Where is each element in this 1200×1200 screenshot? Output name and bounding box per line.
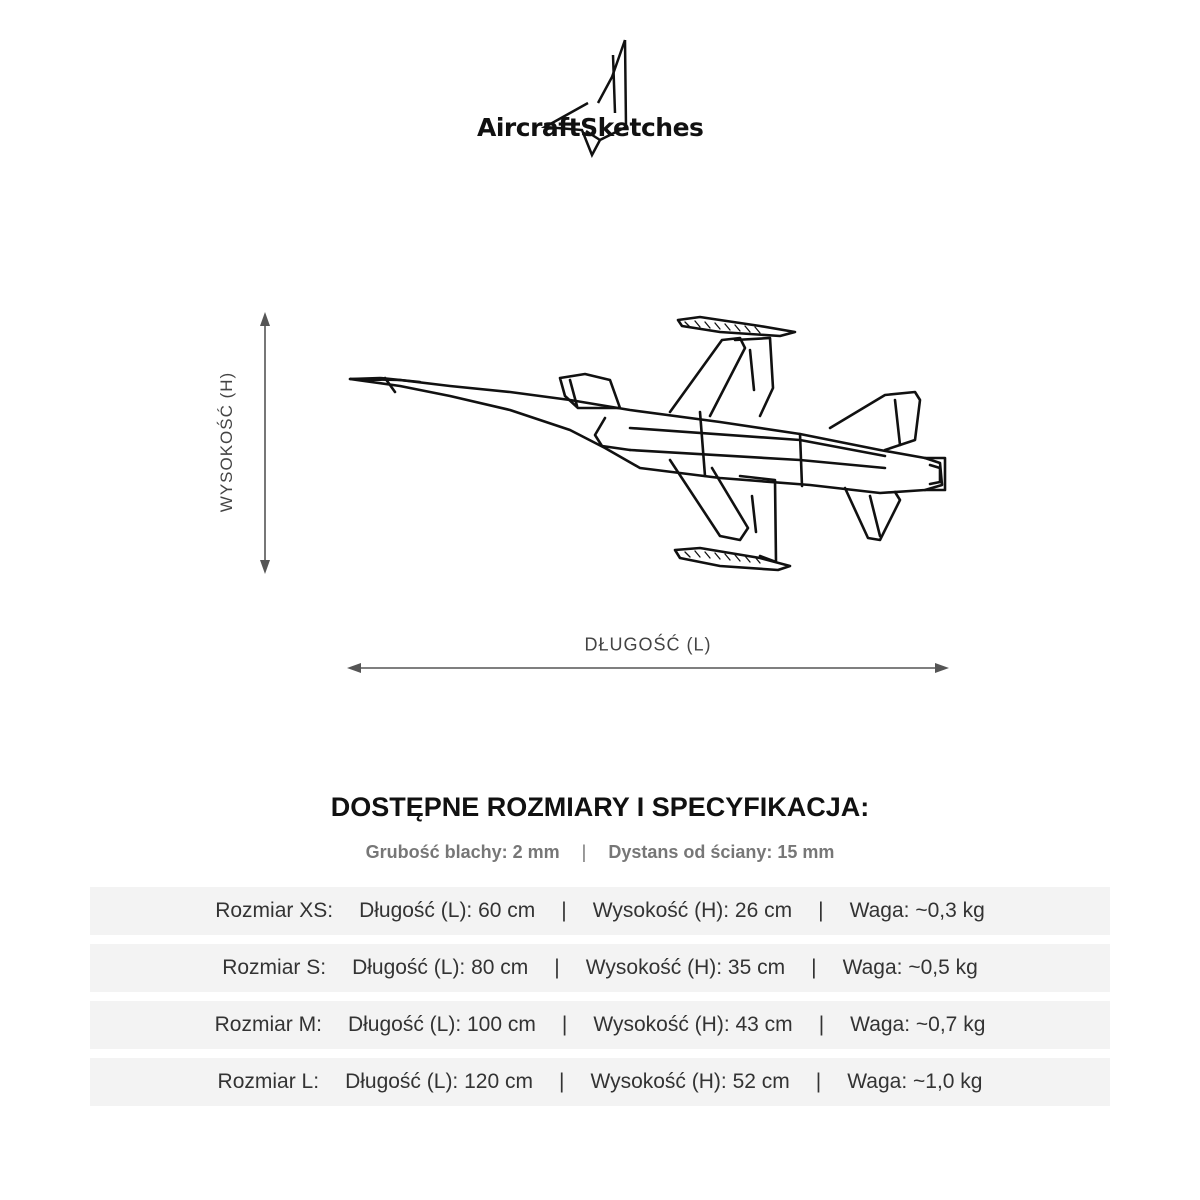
separator: | xyxy=(811,956,817,979)
separator: | xyxy=(818,1013,825,1036)
size-height: Wysokość (H): 35 cm xyxy=(585,956,786,979)
size-length: Długość (L): 100 cm xyxy=(347,1013,536,1036)
brand-name: AircraftSketches xyxy=(477,113,704,142)
separator: | xyxy=(558,1070,565,1093)
size-name: Rozmiar XS: xyxy=(215,899,334,922)
aircraft-silhouette-icon xyxy=(340,300,960,590)
size-length: Długość (L): 120 cm xyxy=(345,1070,533,1093)
spec-title: DOSTĘPNE ROZMIARY I SPECYFIKACJA: xyxy=(330,792,870,822)
size-length: Długość (L): 60 cm xyxy=(359,899,536,922)
size-height: Wysokość (H): 43 cm xyxy=(593,1013,793,1036)
size-name: Rozmiar M: xyxy=(214,1013,322,1036)
size-row-m xyxy=(90,1001,1110,1049)
size-row-xs xyxy=(90,887,1110,935)
size-weight: Waga: ~1,0 kg xyxy=(847,1070,983,1093)
wall-distance: Dystans od ściany: 15 mm xyxy=(608,842,835,862)
length-label: DŁUGOŚĆ (L) xyxy=(584,634,712,655)
size-height: Wysokość (H): 26 cm xyxy=(592,899,793,922)
size-table xyxy=(90,887,1110,1115)
sheet-thickness: Grubość blachy: 2 mm xyxy=(365,842,560,862)
brand-logo xyxy=(470,35,730,160)
separator: | xyxy=(815,1070,822,1093)
size-weight: Waga: ~0,5 kg xyxy=(842,956,978,979)
size-weight: Waga: ~0,3 kg xyxy=(849,899,985,922)
size-row-l xyxy=(90,1058,1110,1106)
spec-subtitle xyxy=(0,842,1200,863)
length-arrow-icon xyxy=(345,658,951,678)
separator: | xyxy=(554,956,560,979)
separator: | xyxy=(818,899,824,922)
size-name: Rozmiar L: xyxy=(217,1070,320,1093)
height-label: WYSOKOŚĆ (H) xyxy=(217,371,236,513)
separator: | xyxy=(581,842,587,862)
size-name: Rozmiar S: xyxy=(222,956,327,979)
size-weight: Waga: ~0,7 kg xyxy=(850,1013,986,1036)
size-length: Długość (L): 80 cm xyxy=(352,956,529,979)
separator: | xyxy=(561,899,567,922)
size-height: Wysokość (H): 52 cm xyxy=(590,1070,790,1093)
separator: | xyxy=(561,1013,568,1036)
size-row-s xyxy=(90,944,1110,992)
height-arrow-icon xyxy=(255,310,275,576)
